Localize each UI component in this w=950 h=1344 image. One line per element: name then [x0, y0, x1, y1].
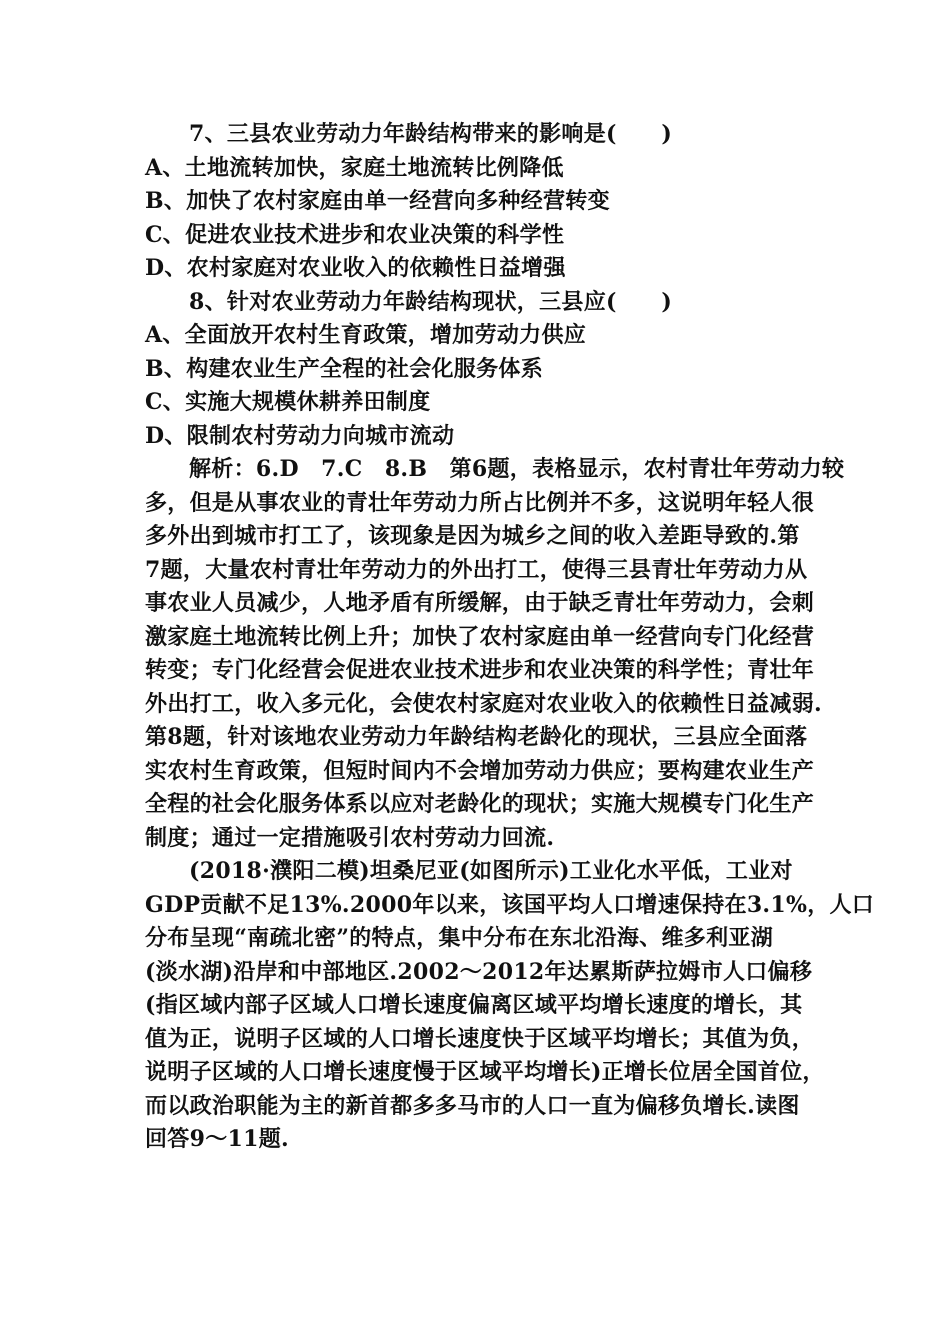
intro-line: GDP贡献不足13%.2000年以来，该国平均人口增速保持在3.1%，人口: [145, 891, 875, 918]
question-8-stem: 8、针对农业劳动力年龄结构现状，三县应( ): [189, 288, 673, 315]
question-8-option-b: B、构建农业生产全程的社会化服务体系: [145, 355, 543, 382]
question-7-option-a: A、土地流转加快，家庭土地流转比例降低: [145, 154, 564, 181]
question-8-option-c: C、实施大规模休耕养田制度: [145, 389, 431, 415]
question-8-option-d: D、限制农村劳动力向城市流动: [145, 422, 455, 449]
intro-line: 而以政治职能为主的新首都多多马市的人口一直为偏移负增长.读图: [145, 1092, 800, 1119]
intro-line: (2018·濮阳二模)坦桑尼亚(如图所示)工业化水平低，工业对: [189, 858, 793, 884]
analysis-line: 解析：6.D 7.C 8.B 第6题，表格显示，农村青壮年劳动力较: [189, 456, 845, 482]
question-7-stem: 7、三县农业劳动力年龄结构带来的影响是( ): [189, 121, 673, 147]
analysis-line: 事农业人员减少，人地矛盾有所缓解，由于缺乏青壮年劳动力，会刺: [145, 590, 815, 616]
intro-paragraph: [145, 855, 875, 1157]
question-7-option-c: C、促进农业技术进步和农业决策的科学性: [145, 221, 565, 248]
analysis-line: 外出打工，收入多元化，会使农村家庭对农业收入的依赖性日益减弱.: [145, 690, 822, 717]
analysis-line: 7题，大量农村青壮年劳动力的外出打工，使得三县青壮年劳动力从: [145, 556, 808, 583]
analysis-line: 制度；通过一定措施吸引农村劳动力回流.: [145, 824, 555, 851]
question-7-option-d: D、农村家庭对农业收入的依赖性日益增强: [145, 255, 566, 281]
intro-line: (淡水湖)沿岸和中部地区.2002～2012年达累斯萨拉姆市人口偏移: [145, 958, 813, 985]
intro-line: 分布呈现“南疏北密”的特点，集中分布在东北沿海、维多利亚湖: [145, 925, 774, 951]
intro-line: 值为正，说明子区域的人口增长速度快于区域平均增长；其值为负，: [145, 1025, 815, 1052]
question-8-option-a: A、全面放开农村生育政策，增加劳动力供应: [145, 322, 587, 348]
document-page: [145, 118, 875, 1157]
analysis-line: 多外出到城市打工了，该现象是因为城乡之间的收入差距导致的.第: [145, 523, 800, 549]
analysis-line: 实农村生育政策，但短时间内不会增加劳动力供应；要构建农业生产: [145, 757, 815, 784]
question-7-option-b: B、加快了农村家庭由单一经营向多种经营转变: [145, 188, 610, 214]
analysis-line: 激家庭土地流转比例上升；加快了农村家庭由单一经营向专门化经营: [145, 623, 815, 650]
intro-line: 回答9～11题.: [145, 1126, 289, 1152]
analysis-paragraph: [145, 453, 845, 855]
analysis-line: 多，但是从事农业的青壮年劳动力所占比例并不多，这说明年轻人很: [145, 489, 815, 516]
intro-line: 说明子区域的人口增长速度慢于区域平均增长)正增长位居全国首位，: [145, 1059, 825, 1085]
analysis-line: 全程的社会化服务体系以应对老龄化的现状；实施大规模专门化生产: [145, 791, 815, 817]
analysis-line: 第8题，针对该地农业劳动力年龄结构老龄化的现状，三县应全面落: [145, 724, 808, 750]
intro-line: (指区域内部子区域人口增长速度偏离区域平均增长速度的增长，其: [145, 992, 803, 1018]
analysis-line: 转变；专门化经营会促进农业技术进步和农业决策的科学性；青壮年: [145, 657, 815, 683]
